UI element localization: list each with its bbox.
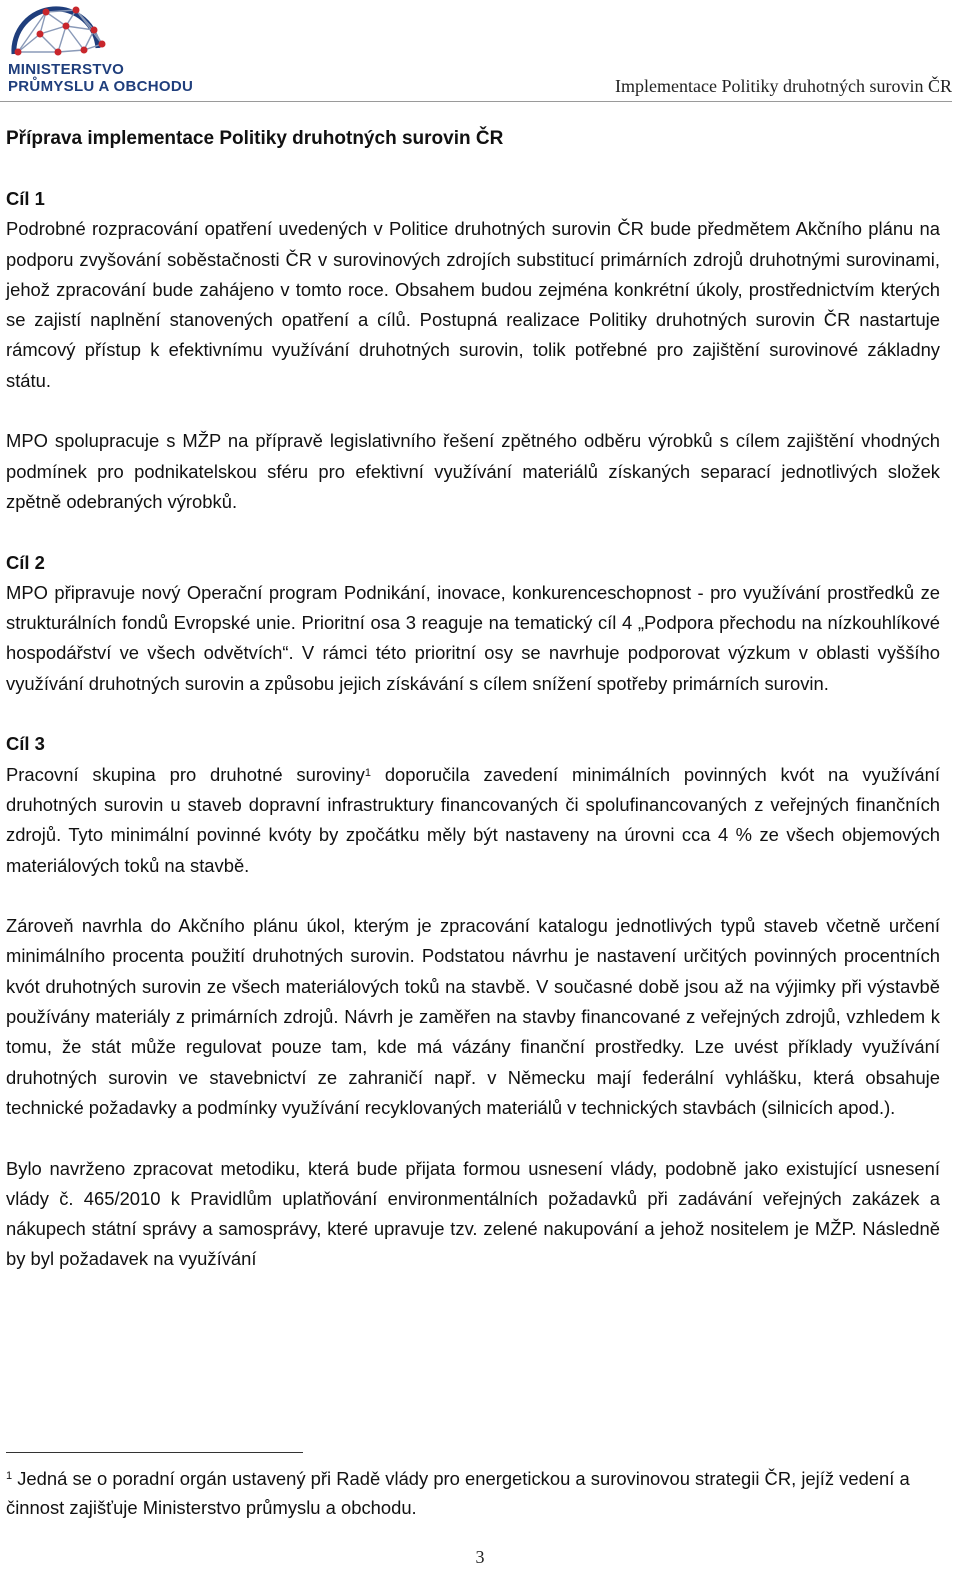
page-number: 3 xyxy=(475,1547,485,1567)
footnote xyxy=(6,1464,940,1522)
goal-2-paragraph-1: MPO připravuje nový Operační program Podnikání, inovace, konkurenceschopnost - pro využívání prostředků ze strukturálních fondů Evropské unie. Prioritní osa 3 reaguje na tematický cíl 4 „Podpora přechodu na nízkouhlíkové hospodářství ve všech odvětvích“. V rámci této prioritní osy se navrhuje podporovat výzkum v oblasti vyššího využívání druhotných surovin a způsobu jejich získávání s cílem snížení spotřeby primárních surovin. xyxy=(6,581,940,694)
footnote-text: Jedná se o poradní orgán ustavený při Radě vlády pro energetickou a surovinovou strategii ČR, jejíž vedení a činnost zajišťuje Ministerstvo průmyslu a obchodu. xyxy=(6,1468,910,1518)
globe-logo-icon xyxy=(6,4,116,60)
goal-1-heading: Cíl 1 xyxy=(6,188,45,209)
goal-3-paragraph-1-start: Pracovní skupina pro druhotné suroviny xyxy=(6,763,365,785)
goal-2-heading: Cíl 2 xyxy=(6,551,45,573)
footnote-reference[interactable]: 1 xyxy=(364,766,372,779)
goal-3-paragraph-1 xyxy=(6,760,940,881)
header-divider xyxy=(0,101,952,102)
document-body xyxy=(6,124,940,1275)
goal-3-paragraph-1-end: doporučila zavedení minimálních povinných kvót na využívání druhotných surovin u staveb dopravní infrastruktury financovaných či spolufinancovaných z veřejných finančních zdrojů. Tyto minimální povinné kvóty by zpočátku měly být nastaveny na úrovni cca 4 % ze všech objemových materiálových toků na stavbě. xyxy=(6,763,940,876)
page-header xyxy=(0,0,960,104)
goal-3-paragraph-2: Zároveň navrhla do Akčního plánu úkol, kterým je zpracování katalogu jednotlivých typů staveb včetně určení minimálního procenta použití druhotných surovin. Podstatou návrhu je nastavení určitých povinných procentních kvót druhotných surovin ze všech materiálových toků na stavbě. V současné době jsou až na výjimky při výstavbě používány materiály z primárních zdrojů. Návrh je zaměřen na stavby financované z veřejných zdrojů, vzhledem k tomu, že stát může regulovat pouze tam, kde má vázány finanční prostředky. Lze uvést příklady využívání druhotných surovin ve stavebnictví ze zahraničí např. v Německu mají federální vyhlášku, která obsahuje technické požadavky a podmínky využívání recyklovaných materiálů v technických stavbách (silnicích apod.). xyxy=(6,915,940,1118)
logo-text-line-1: MINISTERSTVO xyxy=(8,61,125,78)
goal-1-paragraph-2: MPO spolupracuje s MŽP na přípravě legislativního řešení zpětného odběru výrobků s cílem zajištění vhodných podmínek pro podnikatelskou sféru pro efektivní využívání materiálů získaných separací jednotlivých složek zpětně odebraných výrobků. xyxy=(6,430,940,512)
document-title: Příprava implementace Politiky druhotných surovin ČR xyxy=(6,128,504,149)
goal-1-paragraph-1: Podrobné rozpracování opatření uvedených v Politice druhotných surovin ČR bude předmětem Akčního plánu na podporu zvyšování soběstačnosti ČR v surovinových zdrojích substitucí primárních zdrojů druhotnými surovinami, jehož zpracování bude zahájeno v tomto roce. Obsahem budou zejména konkrétní úkoly, prostřednictvím kterých se zajistí naplnění stanovených opatření a cílů. Postupná realizace Politiky druhotných surovin ČR nastartuje rámcový přístup k efektivnímu využívání druhotných surovin, tolik potřebné pro zajištění surovinové základny státu. xyxy=(6,218,940,391)
footnote-marker: 1 xyxy=(6,1470,13,1482)
footnote-divider xyxy=(6,1452,303,1453)
goal-3-heading: Cíl 3 xyxy=(6,733,45,755)
ministry-logo xyxy=(6,4,206,96)
running-header-title: Implementace Politiky druhotných surovin ČR xyxy=(615,76,952,96)
logo-text-line-2: PRŮMYSLU A OBCHODU xyxy=(8,78,194,95)
goal-3-paragraph-3: Bylo navrženo zpracovat metodiku, která bude přijata formou usnesení vlády, podobně jako existující usnesení vlády č. 465/2010 k Pravidlům uplatňování environmentálních požadavků při zadávání veřejných zakázek a nákupech státní správy a samosprávy, které upravuje tzv. zelené nakupování a jehož nositelem je MŽP. Následně by byl požadavek na využívání xyxy=(6,1157,940,1270)
